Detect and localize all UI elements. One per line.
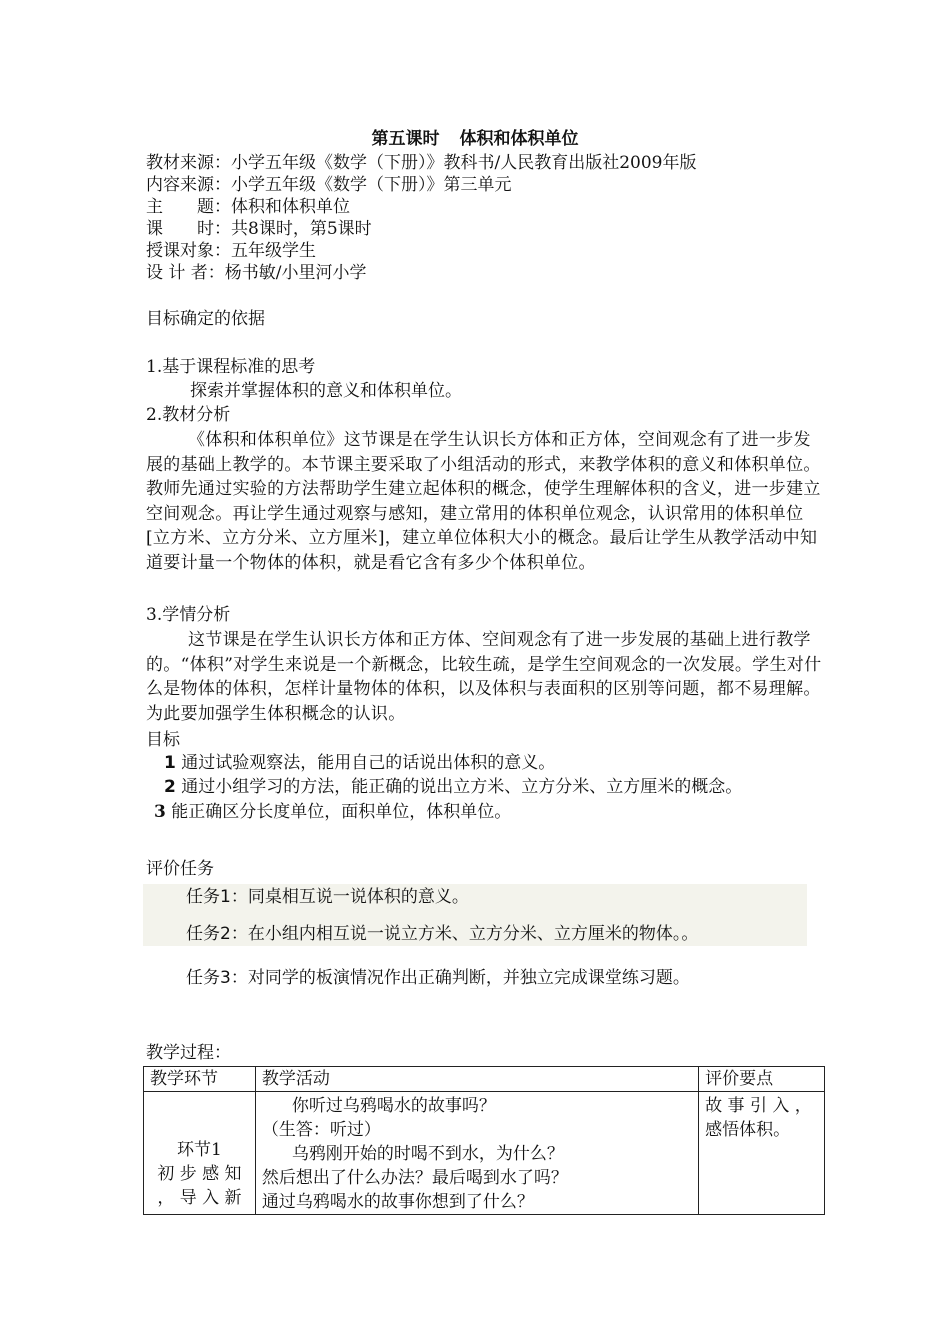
section-2-text: 《体积和体积单位》这节课是在学生认识长方体和正方体，空间观念有了进一步发展的基础上教学的。本节课主要采取了小组活动的形式，来教学体积的意义和体积单位。教师先通过实验的方法帮助学生建立起体积的概念，使学生理解体积的含义，进一步建立空间观念。再让学生通过观察与感知，建立常用的体积单位观念，认识常用的体积单位[立方米、立方分米、立方厘米]，建立单位体积大小的概念。最后让学生从教学活动中知道要计量一个物体的体积，就是看它含有多少个体积单位。 bbox=[146, 430, 821, 573]
table-row bbox=[144, 1092, 825, 1215]
task-3 bbox=[186, 967, 690, 989]
meta-textbook-source: 教材来源：小学五年级《数学（下册）》教科书/人民教育出版社2009年版 bbox=[146, 153, 697, 173]
lesson-topic: 体积和体积单位 bbox=[459, 129, 579, 149]
table-header-row bbox=[144, 1067, 825, 1092]
section-2-heading: 2.教材分析 bbox=[146, 405, 231, 425]
stage-cell bbox=[144, 1092, 256, 1215]
goal-2-text: 通过小组学习的方法，能正确的说出立方米、立方分米、立方厘米的概念。 bbox=[181, 777, 743, 797]
evaluation-heading: 评价任务 bbox=[146, 859, 214, 879]
goal-3 bbox=[154, 801, 511, 823]
basis-heading: 目标确定的依据 bbox=[146, 309, 265, 329]
goals-heading: 目标 bbox=[146, 730, 180, 750]
activity-line: 然后想出了什么办法？最后喝到水了吗？ bbox=[261, 1168, 568, 1188]
activity-line: 你听过乌鸦喝水的故事吗？ bbox=[291, 1096, 496, 1116]
activity-line: 通过乌鸦喝水的故事你想到了什么？ bbox=[261, 1192, 534, 1212]
goal-1 bbox=[164, 752, 555, 774]
task-2-text: 在小组内相互说一说立方米、立方分米、立方厘米的物体。。 bbox=[247, 924, 699, 944]
section-1-heading: 1.基于课程标准的思考 bbox=[146, 357, 316, 377]
meta-topic: 主 题：体积和体积单位 bbox=[146, 197, 350, 217]
process-heading: 教学过程： bbox=[146, 1043, 231, 1063]
task-3-label: 任务3： bbox=[186, 968, 248, 988]
col-header-activity: 教学活动 bbox=[255, 1067, 698, 1092]
stage-name-line-1: 初 步 感 知 bbox=[157, 1164, 242, 1184]
evaluation-line: 故 事 引 入 ， bbox=[705, 1096, 812, 1116]
stage-number: 环节1 bbox=[177, 1140, 222, 1160]
meta-audience: 授课对象：五年级学生 bbox=[146, 241, 316, 261]
stage-name-line-2: ， 导 入 新 bbox=[157, 1188, 242, 1208]
section-3-heading: 3.学情分析 bbox=[146, 605, 231, 625]
evaluation-cell bbox=[699, 1092, 825, 1215]
goal-2-number: 2 bbox=[164, 777, 176, 797]
meta-periods: 课 时：共8课时，第5课时 bbox=[146, 219, 372, 239]
goal-3-number: 3 bbox=[154, 802, 166, 822]
task-2 bbox=[186, 923, 698, 945]
task-1-label: 任务1： bbox=[186, 887, 248, 907]
lesson-title bbox=[0, 128, 950, 150]
section-3-text: 这节课是在学生认识长方体和正方体、空间观念有了进一步发展的基础上进行教学的。“体积”对学生来说是一个新概念，比较生疏，是学生空间观念的一次发展。学生对什么是物体的体积，怎样计量物体的体积，以及体积与表面积的区别等问题，都不易理解。为此要加强学生体积概念的认识。 bbox=[146, 630, 822, 724]
col-header-stage: 教学环节 bbox=[144, 1067, 256, 1092]
task-3-text: 对同学的板演情况作出正确判断，并独立完成课堂练习题。 bbox=[247, 968, 690, 988]
section-1-text: 探索并掌握体积的意义和体积单位。 bbox=[190, 381, 462, 401]
col-header-evaluation: 评价要点 bbox=[699, 1067, 825, 1092]
meta-designer: 设 计 者：杨书敏/小里河小学 bbox=[146, 263, 367, 283]
task-1-text: 同桌相互说一说体积的意义。 bbox=[247, 887, 469, 907]
process-table bbox=[143, 1066, 825, 1215]
task-1 bbox=[186, 886, 469, 908]
goal-1-text: 通过试验观察法，能用自己的话说出体积的意义。 bbox=[181, 753, 556, 773]
activity-cell bbox=[255, 1092, 698, 1215]
activity-line: （生答：听过） bbox=[261, 1120, 381, 1140]
goal-3-text: 能正确区分长度单位，面积单位，体积单位。 bbox=[171, 802, 512, 822]
evaluation-line: 感悟体积。 bbox=[705, 1120, 791, 1140]
goal-2 bbox=[164, 776, 742, 798]
activity-line: 乌鸦刚开始的时喝不到水，为什么？ bbox=[291, 1144, 564, 1164]
lesson-number: 第五课时 bbox=[371, 129, 440, 149]
task-2-label: 任务2： bbox=[186, 924, 248, 944]
goal-1-number: 1 bbox=[164, 753, 176, 773]
meta-content-source: 内容来源：小学五年级《数学（下册）》第三单元 bbox=[146, 175, 512, 195]
